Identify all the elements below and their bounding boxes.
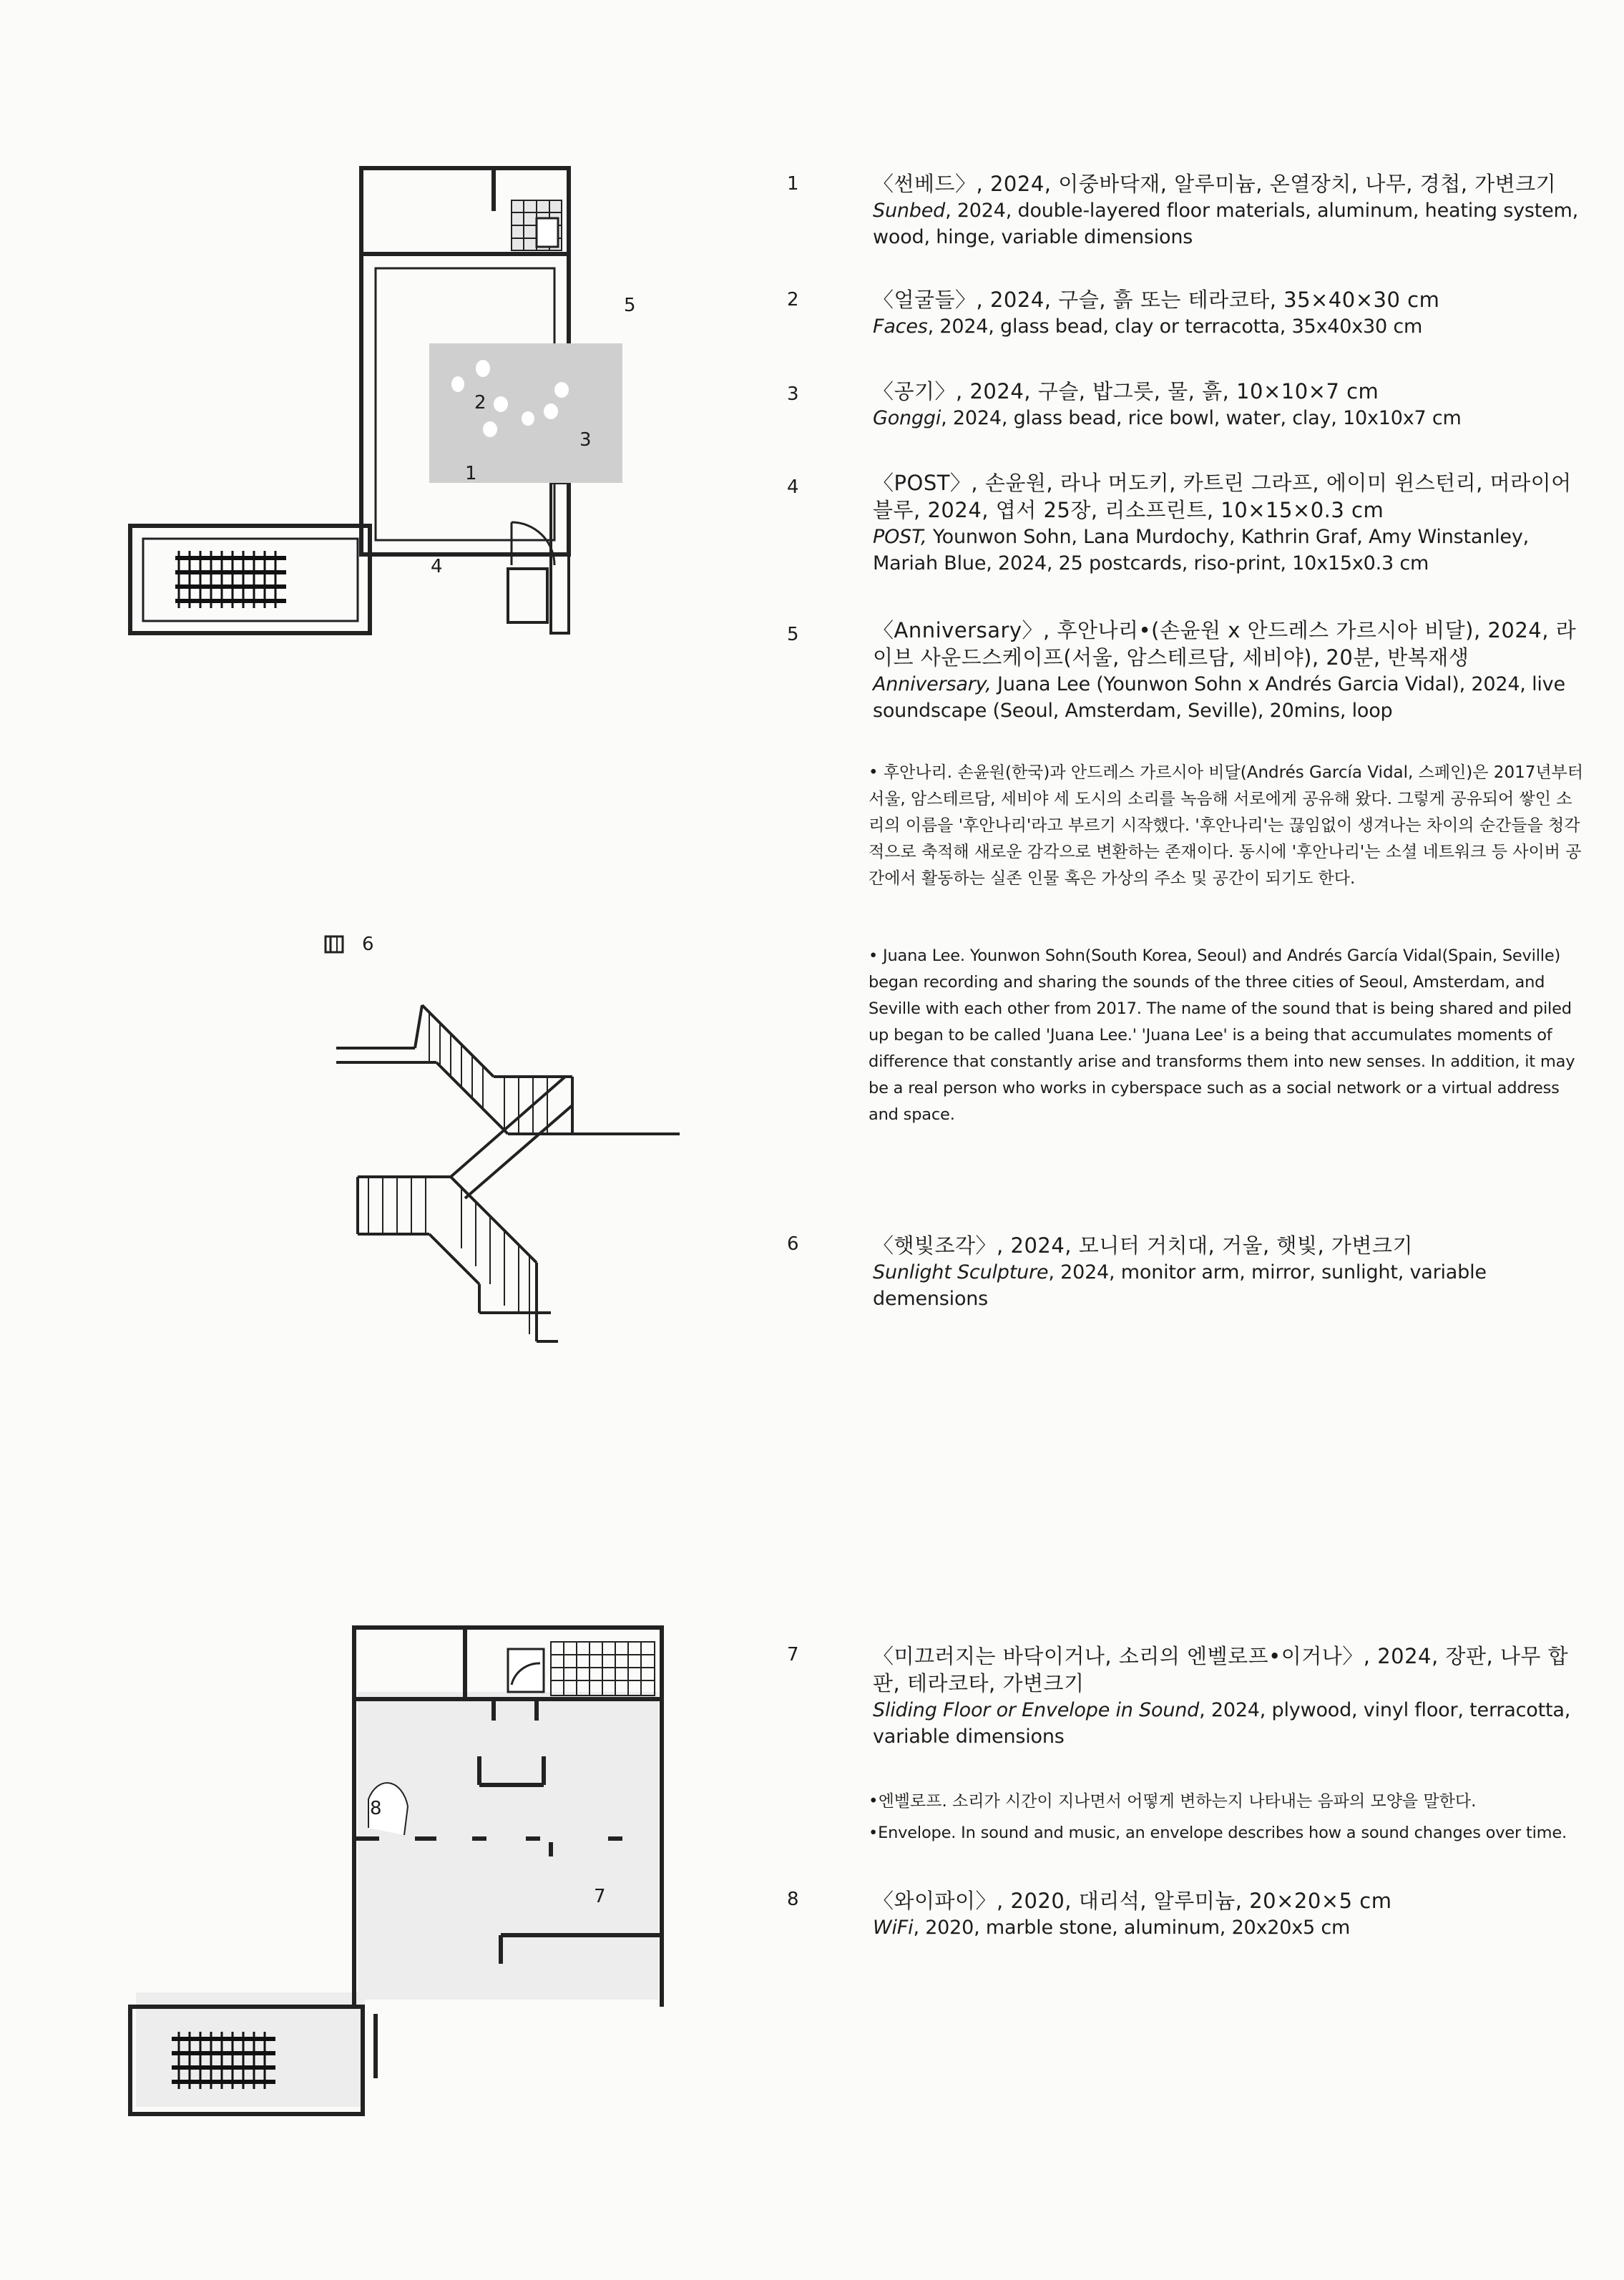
list-item [787, 1643, 1588, 1750]
list-item [787, 1232, 1588, 1312]
list-item [787, 617, 1588, 724]
plan-label-7: 7 [594, 1886, 606, 1907]
footnote-envelope-en: •Envelope. In sound and music, an envelope describes how a sound changes over time. [869, 1824, 1567, 1842]
item-title-en-italic: WiFi [873, 1917, 914, 1939]
item-title-en [873, 524, 1588, 577]
item-title-en [873, 1697, 1588, 1750]
plan-label-5: 5 [624, 295, 636, 316]
floor-plan-lower [122, 1620, 680, 2121]
item-title-en-italic: Sunlight Sculpture [873, 1261, 1049, 1283]
item-title-ko: 〈썬베드〉, 2024, 이중바닥재, 알루미늄, 온열장치, 나무, 경첩, 가변크기 [873, 172, 1557, 196]
list-item [787, 170, 1588, 250]
item-details-en: , 2024, monitor arm, mirror, sunlight, variable demensions [873, 1261, 1487, 1310]
item-title-ko: 〈공기〉, 2024, 구슬, 밥그릇, 물, 흙, 10×10×7 cm [873, 379, 1379, 403]
list-item [787, 469, 1588, 577]
item-title-en [873, 313, 1588, 340]
item-number: 2 [787, 289, 799, 310]
item-title-en [873, 197, 1588, 250]
item-details-en: , 2024, double-layered floor materials, aluminum, heating system, wood, hinge, variable dimensions [873, 200, 1579, 248]
item-title-en-italic: Gonggi [873, 407, 941, 429]
item-title-en-italic: Sliding Floor or Envelope in Sound [873, 1699, 1200, 1721]
item-title-ko: 〈Anniversary〉, 후안나리•(손윤원 x 안드레스 가르시아 비달), 2024, 라이브 사운드스케이프(서울, 암스테르담, 세비야), 20분, 반복재생 [873, 618, 1577, 670]
item-title-en [873, 1914, 1588, 1941]
plan-label-4: 4 [431, 556, 443, 577]
item-title-ko: 〈햇빛조각〉, 2024, 모니터 거치대, 거울, 햇빛, 가변크기 [873, 1233, 1413, 1258]
item-title-ko: 〈와이파이〉, 2020, 대리석, 알루미늄, 20×20×5 cm [873, 1889, 1392, 1913]
item-details-en: , 2024, glass bead, rice bowl, water, clay, 10x10x7 cm [941, 407, 1462, 429]
item-title-ko: 〈POST〉, 손윤원, 라나 머도키, 카트린 그라프, 에이미 윈스턴리, 머라이어 블루, 2024, 엽서 25장, 리소프린트, 10×15×0.3 cm [873, 471, 1572, 522]
item-details-en: , 2020, marble stone, aluminum, 20x20x5 cm [913, 1917, 1351, 1939]
footnote-juana-lee-ko: • 후안나리. 손윤원(한국)과 안드레스 가르시아 비달(Andrés García Vidal, 스페인)은 2017년부터 서울, 암스테르담, 세비야 세 도시의 소리를 녹음해 서로에게 공유해 왔다. 그렇게 공유되어 쌓인 소리의 이름을 '후안나리'라고 부르기 시작했다. '후안나리'는 끊임없이 생겨나는 차이의 순간들을 청각적으로 축적해 새로운 감각으로 변환하는 존재이다. 동시에 '후안나리'는 소셜 네트워크 등 사이버 공간에서 활동하는 실존 인물 혹은 가상의 주소 및 공간이 되기도 한다. [869, 763, 1583, 888]
plan-label-8: 8 [370, 1798, 382, 1819]
item-title-en-italic: POST, [873, 526, 927, 548]
item-title-ko: 〈미끄러지는 바닥이거나, 소리의 엔벨로프•이거나〉, 2024, 장판, 나무 합판, 테라코타, 가변크기 [873, 1644, 1569, 1696]
item-details-en: , 2024, glass bead, clay or terracotta, 35x40x30 cm [927, 315, 1423, 338]
plan-label-1: 1 [465, 463, 477, 484]
item-number: 6 [787, 1233, 799, 1255]
list-item [787, 378, 1588, 431]
item-details-en: , 2024, plywood, vinyl floor, terracotta, variable dimensions [873, 1699, 1571, 1748]
item-number: 7 [787, 1644, 799, 1665]
item-title-en [873, 405, 1588, 431]
floor-plan-upper [122, 161, 694, 647]
item-title-en-italic: Anniversary, [873, 673, 992, 695]
item-title-en [873, 1259, 1588, 1312]
list-item [787, 1887, 1588, 1941]
staircase-elevation [336, 991, 694, 1363]
item-title-en [873, 671, 1588, 724]
list-item [787, 286, 1588, 340]
item-title-ko: 〈얼굴들〉, 2024, 구슬, 흙 또는 테라코타, 35×40×30 cm [873, 288, 1440, 312]
item-details-en: Juana Lee (Younwon Sohn x Andrés Garcia Vidal), 2024, live soundscape (Seoul, Amsterdam, Seville), 20mins, loop [873, 673, 1565, 722]
plan-label-3: 3 [579, 429, 592, 451]
item-number: 5 [787, 624, 799, 645]
footnote-juana-lee-en: • Juana Lee. Younwon Sohn(South Korea, Seoul) and Andrés García Vidal(Spain, Seville) began recording and sharing the sounds of the three cities of Seoul, Amsterdam, and Seville with each other from 2017. The name of the sound that is being shared and piled up began to be called 'Juana Lee.' 'Juana Lee' is a being that accumulates moments of difference that constantly arise and transforms them into new senses. In addition, it may be a real person who works in cyberspace such as a social network or a virtual address and space. [869, 946, 1575, 1124]
staircase-icon [323, 934, 345, 958]
plan-label-2: 2 [474, 392, 486, 414]
item-title-en-italic: Sunbed [873, 200, 946, 222]
item-number: 1 [787, 173, 799, 195]
item-title-en-italic: Faces [873, 315, 928, 338]
item-number: 8 [787, 1889, 799, 1910]
item-number: 3 [787, 383, 799, 405]
item-number: 4 [787, 476, 799, 498]
item-details-en: Younwon Sohn, Lana Murdochy, Kathrin Graf, Amy Winstanley, Mariah Blue, 2024, 25 postcards, riso-print, 10x15x0.3 cm [873, 526, 1529, 574]
footnote-envelope-ko: •엔벨로프. 소리가 시간이 지나면서 어떻게 변하는지 나타내는 음파의 모양을 말한다. [869, 1792, 1477, 1811]
plan-label-6: 6 [362, 934, 374, 955]
